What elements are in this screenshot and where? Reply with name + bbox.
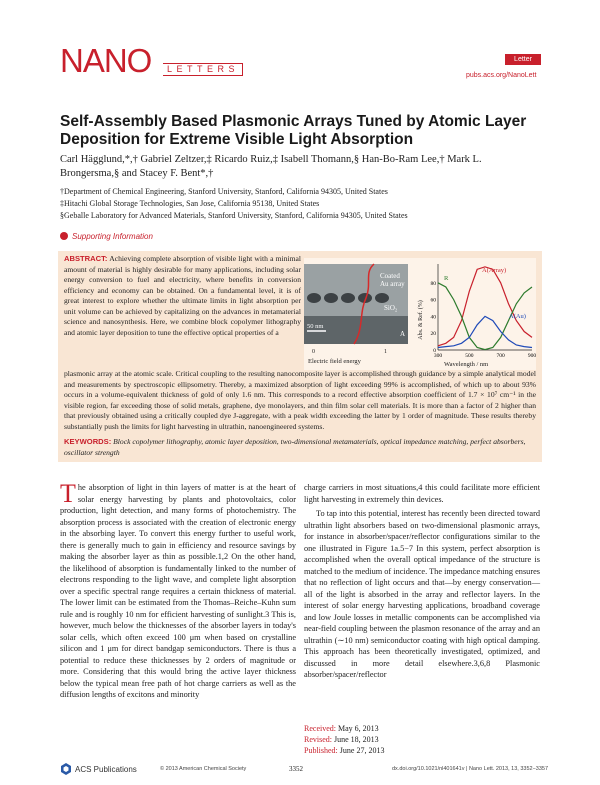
toc-graphic xyxy=(304,258,536,370)
y-tick-label: 80 xyxy=(430,280,436,287)
page-number: 3352 xyxy=(289,765,303,773)
body-column-right xyxy=(304,482,540,681)
axis-zero: 0 xyxy=(312,349,315,355)
copyright: © 2013 American Chemical Society xyxy=(160,766,247,772)
col1-text: he absorption of light in thin layers of matter is at the heart of solar energy harvesting by plants and photovoltaics, color production, light detection, and many forms of photochemistry. The absorption process is associated with the creation of electronic energy in the absorbing layer. To convert this energy further to useful work, there is generally much to gain in efficiency and resource savings by making the absorber layer as thin as possible.1,2 On the other hand, the likelihood of absorption is fundamentally linked to the number of electrons responding to the light wave, and complete light absorption over a specific spectral range requires a certain thickness of material. The lower limit can be estimated from the Thomas–Reiche–Kuhn sum rule and is roughly 10 nm for efficient harvesting of sunlight.3 This is, however, much below the thicknesses of the absorber layers in today's solar cells, which often exceed 100 μm when based on crystalline silicon and 1 μm for direct bandgap semiconductors. There is thus a potential to reduce these thicknesses by 2 orders of magnitude or more. Considering that this would bring the active layer thickness below the typical mean free path of hot charge carriers as well as the diffusion lengths of excitons and minority xyxy=(60,483,296,699)
journal-url[interactable]: pubs.acs.org/NanoLett xyxy=(466,72,537,79)
article-title: Self-Assembly Based Plasmonic Arrays Tuned by Atomic Layer Deposition for Extreme Visible Light Absorption xyxy=(60,113,527,148)
label-a-array: A(Array) xyxy=(482,267,507,274)
logo-nano: NANO xyxy=(60,42,152,79)
date-value: May 6, 2013 xyxy=(337,724,379,733)
col2-para-2: To tap into this potential, interest has recently been directed toward ultrathin light absorbers based on two-dimensional plasmonic arrays, for instance in absorber/spacer/reflector configurations similar to the one illustrated in Figure 1a.5−7 In this system, perfect absorption is accomplished when the overall optical impedance of the structure is matched to the medium of incidence. The impedance matching ensures that no reflection of light occurs and that—by energy conservation—all of the light is absorbed in the array and reflector layers. In the interest of solar energy harvesting applications, broadband coverage and low Joule losses in metallic components can be accomplished via near-field coupling between the plasmon resonance of the array and an ultrathin (∼10 nm) semiconductor coating with high optical damping. This approach has been theoretically investigated, optimized, and discussed in more detail elsewhere.3,6,8 Plasmonic absorber/spacer/reflector xyxy=(304,509,540,679)
label-coated: Coated xyxy=(380,272,400,280)
acs-hex-icon xyxy=(60,763,72,775)
abstract-label: ABSTRACT: xyxy=(64,254,108,263)
label-a: A xyxy=(400,330,406,338)
col2-para-1: charge carriers in most situations,4 this could facilitate more efficient light harvesting in extremely thin devices. xyxy=(304,483,540,504)
supporting-info-label: Supporting Information xyxy=(72,232,153,241)
x-tick-label: 700 xyxy=(496,353,505,359)
abstract-text-left xyxy=(64,254,301,338)
y-tick-label: 20 xyxy=(430,331,436,338)
y-tick-label: 40 xyxy=(430,314,436,321)
x-tick-label: 900 xyxy=(527,353,536,359)
date-value: June 27, 2013 xyxy=(339,746,385,755)
label-r: R xyxy=(444,275,449,282)
keywords-text: Block copolymer lithography, atomic layer deposition, two-dimensional metamaterials, optical impedance matching, perfect absorbers, oscillator strength xyxy=(64,437,526,457)
body-column-left xyxy=(60,479,296,701)
authors: Carl Hägglund,*,† Gabriel Zeltzer,‡ Ricardo Ruiz,‡ Isabell Thomann,§ Han-Bo-Ram Lee,† Mark L. Brongersma,§ and Stacey F. Bent*,† xyxy=(60,154,482,179)
chart-ylabel: Abs. & Ref. (%) xyxy=(418,300,424,340)
abstract-text-full: plasmonic array at the atomic scale. Critical coupling to the resulting nanocomposite layer is accomplished through guidance by a simple analytical model and measurements by spectroscopic ellipsometry. Thereby, a maximized absorption of light exceeding 99% is accomplished, of which up to about 93% occurs in a volume-equivalent thickness of gold of only 1.6 nm. This corresponds to a record effective absorption coefficient of 1.7 × 10⁷ cm⁻¹ in the visible region, far exceeding those of solid metals, graphene, dye monolayers, and thin film solar cell materials. It is more than a factor of 2 higher than that previously obtained using a critically coupled dye J-aggregate, with a peak width exceeding the latter by 1 order of magnitude. These results thereby substantially push the limits for light harvesting in ultrathin, nanoengineered systems. xyxy=(64,369,536,431)
keywords xyxy=(64,437,536,458)
logo-letters: LETTERS xyxy=(163,63,243,76)
y-tick-label: 60 xyxy=(430,297,436,304)
journal-logo xyxy=(60,42,240,79)
keywords-label: KEYWORDS: xyxy=(64,437,112,446)
abstract-body-left: Achieving complete absorption of visible light with a minimal amount of material is highly desirable for many applications, including solar energy conversion to fuel and electricity, where benefits in conversion efficiency and economy can be obtained. On a fundamental level, it is of great interest to explore whether the ultimate limits in light absorption per unit volume can be achieved by capitalizing on the advances in metamaterial science and nanosynthesis. Here, we combine block copolymer lithography and atomic layer deposition to tune the effective optical properties of a xyxy=(64,254,301,337)
acs-publications-logo[interactable] xyxy=(60,763,137,775)
y-tick-label: 0 xyxy=(433,348,436,354)
date-key: Received: xyxy=(304,724,336,733)
label-sio2: SiO₂ xyxy=(384,304,398,312)
date-key: Published: xyxy=(304,746,338,755)
affiliation: §Geballe Laboratory for Advanced Materials, Stanford University, Stanford, California 94305, United States xyxy=(60,211,408,220)
label-a-au: A(Au) xyxy=(509,313,526,320)
axis-one: 1 xyxy=(384,349,387,355)
label-au-array: Au array xyxy=(380,280,405,288)
affiliation: †Department of Chemical Engineering, Stanford University, Stanford, California 94305, United States xyxy=(60,187,388,196)
article-dates xyxy=(304,723,384,756)
date-value: June 18, 2013 xyxy=(334,735,379,744)
supporting-info-icon xyxy=(60,232,68,240)
x-tick-label: 300 xyxy=(433,353,443,359)
chart-xlabel: Wavelength / nm xyxy=(444,361,489,368)
article-type-badge: Letter xyxy=(505,54,541,65)
drop-cap: T xyxy=(60,479,76,508)
x-tick-label: 500 xyxy=(465,353,474,359)
acs-label: ACS Publications xyxy=(75,764,137,774)
affiliation: ‡Hitachi Global Storage Technologies, San Jose, California 95138, United States xyxy=(60,199,320,208)
date-key: Revised: xyxy=(304,735,332,744)
doi-citation[interactable]: dx.doi.org/10.1021/nl401641v | Nano Lett. 2013, 13, 3352−3357 xyxy=(392,766,549,772)
scale-bar-label: 50 nm xyxy=(307,323,324,330)
xlabel-field: Electric field energy xyxy=(308,358,361,365)
supporting-info-link[interactable] xyxy=(60,232,153,241)
